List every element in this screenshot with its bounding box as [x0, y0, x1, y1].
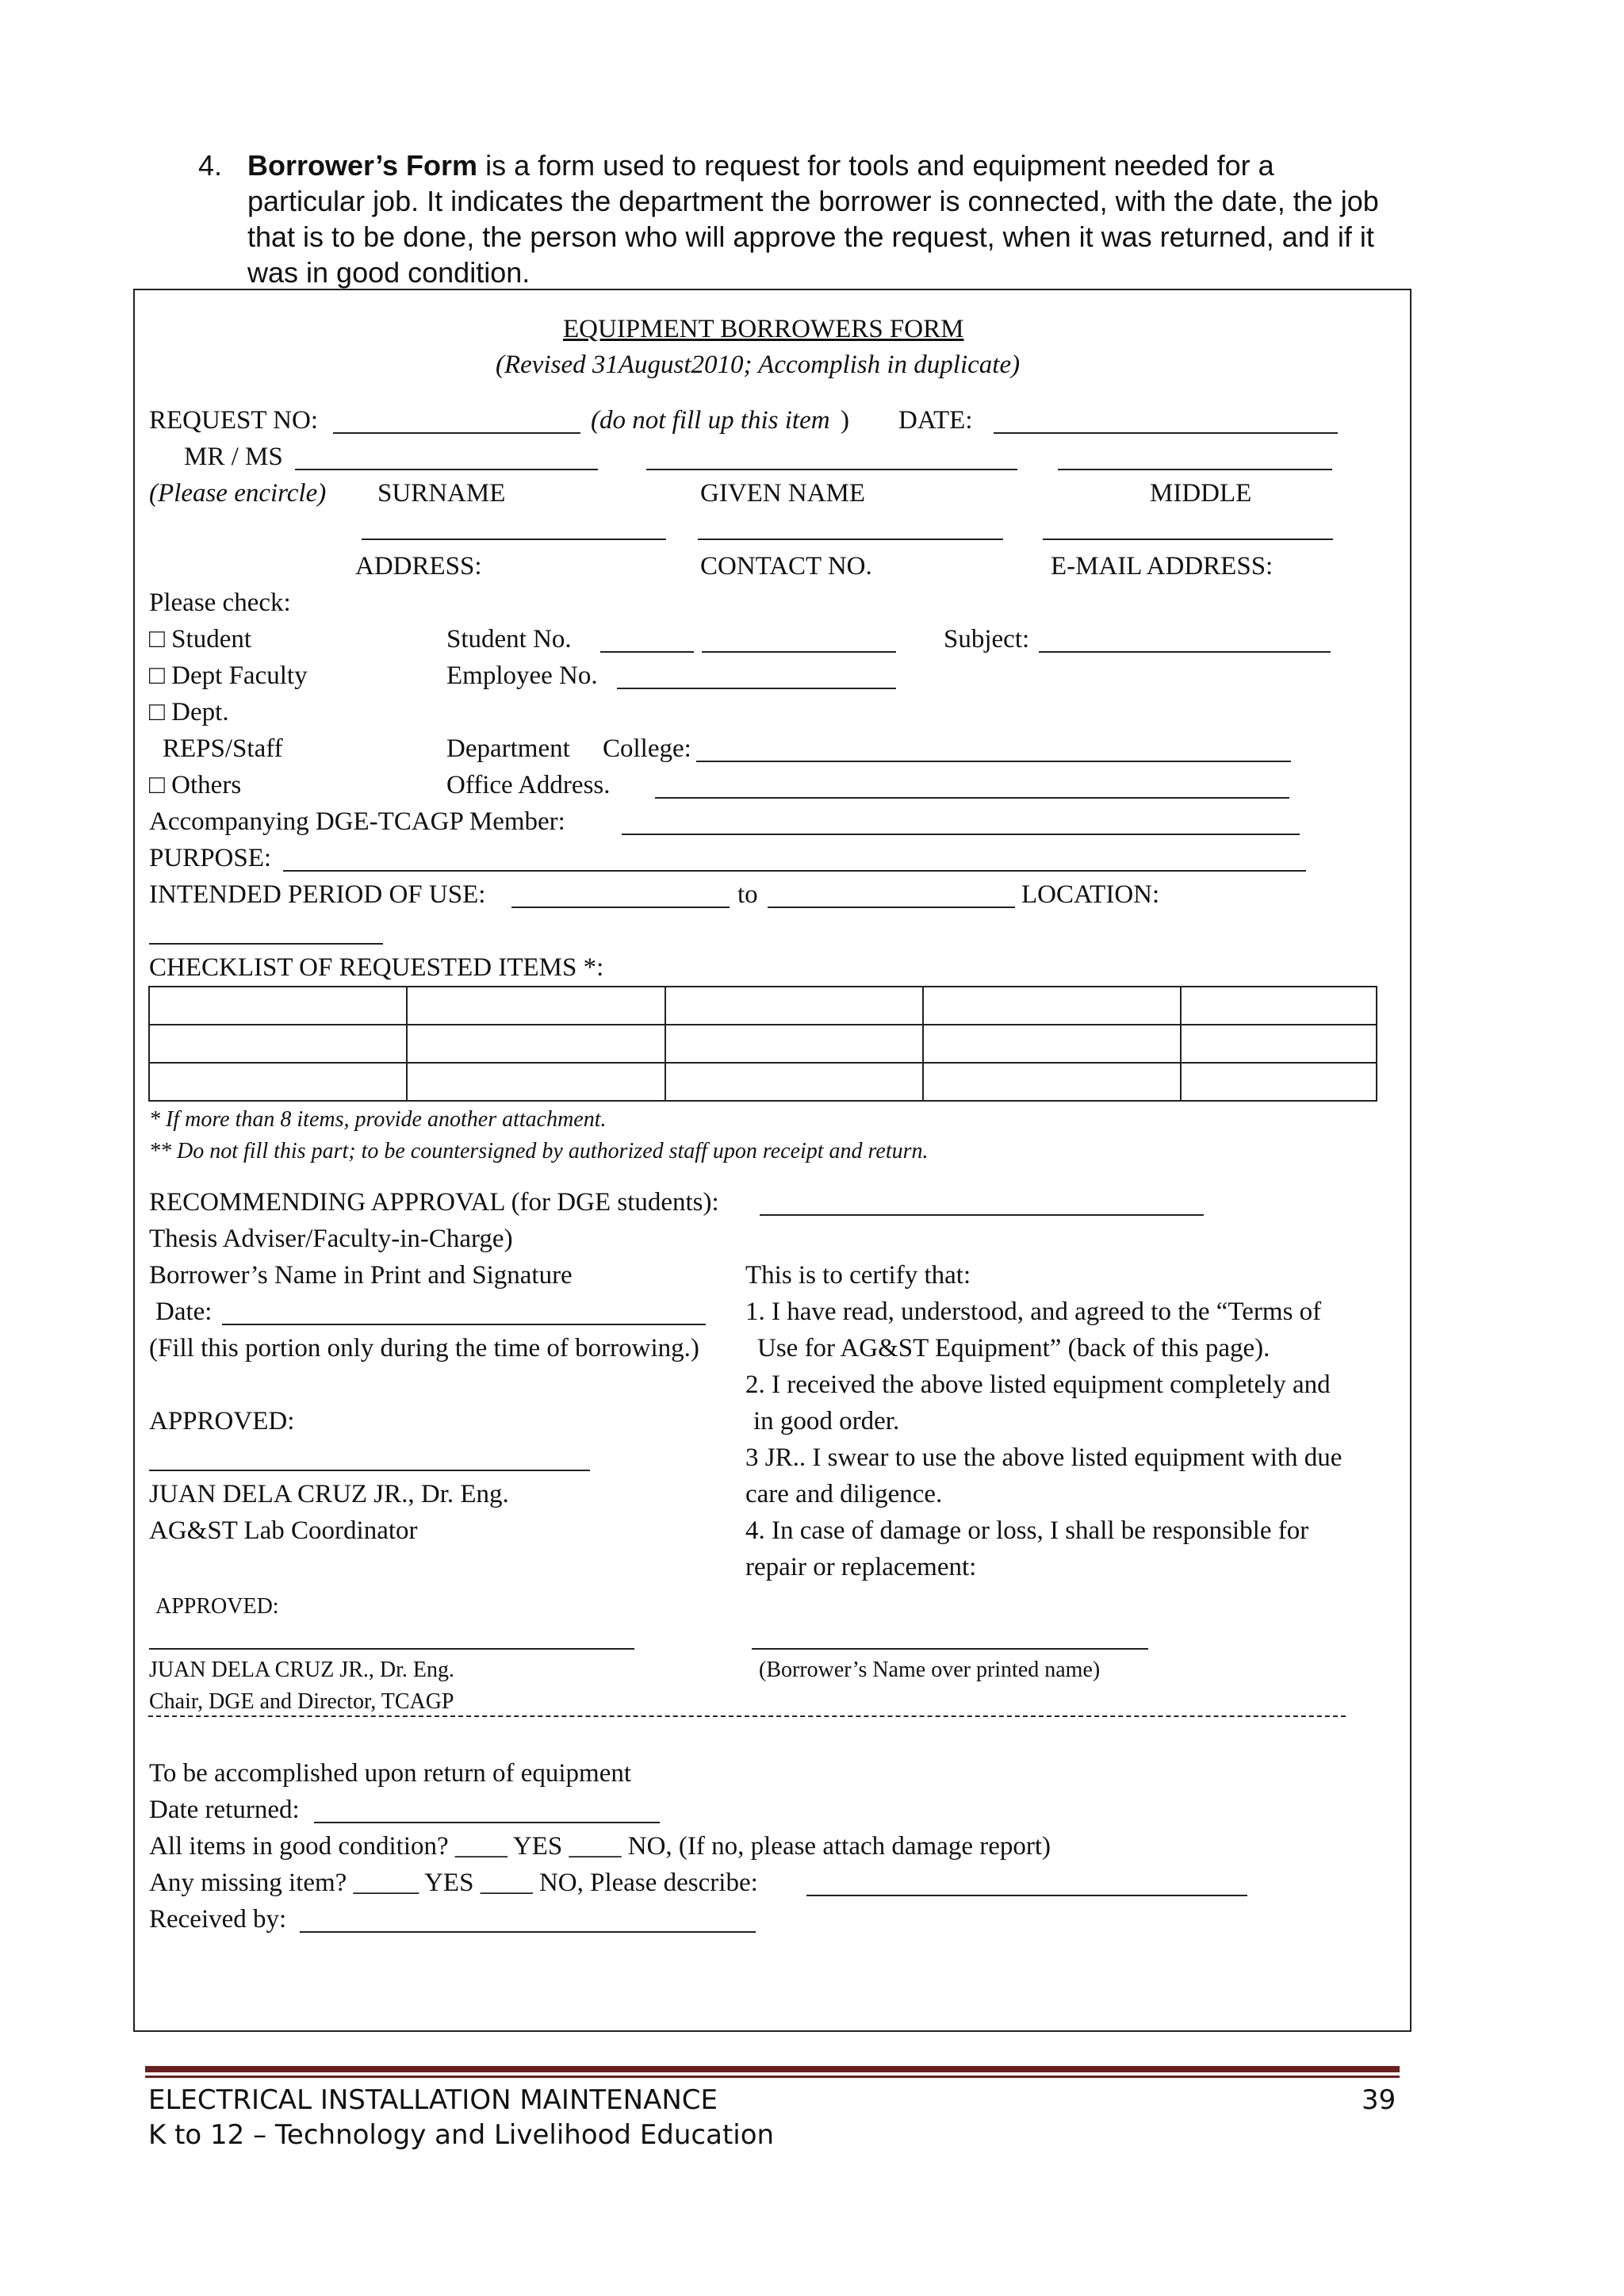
cert-1a: 1. I have read, understood, and agreed to the “Terms of — [745, 1297, 1322, 1326]
approver-1-signature-field[interactable] — [149, 1470, 590, 1471]
cut-line-divider — [148, 1715, 1346, 1717]
borrow-date-label: Date: — [155, 1297, 213, 1326]
department-label: Department — [446, 734, 570, 763]
given-name-label: GIVEN NAME — [700, 479, 866, 508]
note-countersign: ** Do not fill this part; to be countersigned by authorized staff upon receipt and return. — [149, 1139, 929, 1163]
mr-ms-label: MR / MS — [184, 443, 283, 471]
form-title: EQUIPMENT BORROWERS FORM — [563, 315, 964, 343]
table-cell[interactable] — [1181, 1025, 1377, 1063]
checklist-label: CHECKLIST OF REQUESTED ITEMS *: — [149, 953, 604, 982]
middle-label: MIDDLE — [1150, 479, 1252, 508]
email-address-label: E-MAIL ADDRESS: — [1051, 552, 1274, 581]
page-number: 39 — [1362, 2084, 1396, 2116]
table-cell[interactable] — [923, 1063, 1181, 1101]
approved-label-2: APPROVED: — [155, 1594, 279, 1619]
footer-rule-thick — [145, 2066, 1400, 2072]
table-cell[interactable] — [149, 1025, 407, 1063]
cert-2a: 2. I received the above listed equipment completely and — [745, 1370, 1331, 1399]
request-note-close: ) — [841, 406, 849, 435]
cert-3a: 3 JR.. I swear to use the above listed equipment with due — [745, 1443, 1342, 1472]
student-no-field-1[interactable] — [600, 651, 694, 653]
table-cell[interactable] — [923, 987, 1181, 1025]
intro-body: is a form used to request for tools and equipment needed for a particular job. It indicates the department the borrower is connected, with the date, the job that is to be done, the person who will approve the request, when it was returned, and if it was in good condition. — [247, 149, 1379, 289]
received-by-field[interactable] — [300, 1931, 756, 1933]
accompanying-label: Accompanying DGE-TCAGP Member: — [149, 807, 565, 836]
to-label: to — [737, 880, 758, 909]
table-cell[interactable] — [407, 1063, 665, 1101]
location-label: LOCATION: — [1021, 880, 1160, 909]
missing-item-description-field[interactable] — [806, 1895, 1247, 1896]
approver-1-name: JUAN DELA CRUZ JR., Dr. Eng. — [149, 1480, 509, 1508]
borrower-printed-name-label: (Borrower’s Name over printed name) — [759, 1658, 1101, 1682]
list-number: 4. — [198, 149, 223, 182]
certify-heading: This is to certify that: — [745, 1261, 971, 1290]
reps-staff-label: REPS/Staff — [163, 734, 283, 763]
cert-2b: in good order. — [753, 1407, 900, 1435]
request-no-label: REQUEST NO: — [149, 406, 318, 435]
table-cell[interactable] — [1181, 987, 1377, 1025]
note-items: * If more than 8 items, provide another attachment. — [149, 1107, 607, 1132]
footer-rule-thin — [145, 2076, 1400, 2078]
checkbox-dept[interactable]: □ Dept. — [149, 698, 229, 726]
student-no-field-2[interactable] — [702, 651, 896, 653]
date-field[interactable] — [994, 432, 1338, 434]
thesis-adviser-label: Thesis Adviser/Faculty-in-Charge) — [149, 1225, 513, 1253]
subject-label: Subject: — [944, 625, 1030, 654]
table-cell[interactable] — [665, 1025, 923, 1063]
subject-field[interactable] — [1039, 651, 1331, 653]
contact-no-field[interactable] — [698, 539, 1003, 540]
period-to-field[interactable] — [768, 907, 1015, 908]
college-field[interactable] — [696, 761, 1291, 762]
table-cell[interactable] — [407, 987, 665, 1025]
borrower-name-signature-label: Borrower’s Name in Print and Signature — [149, 1261, 573, 1290]
borrow-date-field[interactable] — [222, 1324, 706, 1325]
table-cell[interactable] — [665, 1063, 923, 1101]
form-subtitle: (Revised 31August2010; Accomplish in duplicate) — [496, 351, 1021, 379]
table-cell[interactable] — [1181, 1063, 1377, 1101]
date-returned-field[interactable] — [314, 1822, 660, 1823]
missing-item-label: Any missing item? _____ YES ____ NO, Please describe: — [149, 1869, 758, 1897]
cert-3b: care and diligence. — [745, 1480, 943, 1508]
cert-1b: Use for AG&ST Equipment” (back of this page). — [757, 1334, 1270, 1363]
period-from-field[interactable] — [511, 907, 730, 908]
approver-2-signature-field[interactable] — [149, 1648, 634, 1650]
good-condition-line: All items in good condition? ____ YES ____ NO, (If no, please attach damage report) — [149, 1832, 1051, 1861]
cert-4a: 4. In case of damage or loss, I shall be responsible for — [745, 1516, 1309, 1545]
office-address-label: Office Address. — [446, 771, 611, 799]
date-label: DATE: — [898, 406, 973, 435]
table-row — [149, 1063, 1377, 1101]
surname-field[interactable] — [295, 469, 598, 470]
received-by-label: Received by: — [149, 1905, 287, 1934]
checkbox-dept-faculty[interactable]: □ Dept Faculty — [149, 661, 308, 690]
location-field[interactable] — [149, 943, 383, 945]
recommending-field[interactable] — [760, 1214, 1204, 1216]
footer-subtitle: K to 12 – Technology and Livelihood Education — [148, 2119, 775, 2151]
table-row — [149, 987, 1377, 1025]
please-encircle-label: (Please encircle) — [149, 479, 327, 508]
checkbox-others[interactable]: □ Others — [149, 771, 242, 799]
return-header: To be accomplished upon return of equipment — [149, 1759, 632, 1788]
college-label: College: — [603, 734, 691, 763]
checklist-table — [148, 986, 1377, 1102]
footer-title: ELECTRICAL INSTALLATION MAINTENANCE — [148, 2084, 718, 2116]
table-cell[interactable] — [923, 1025, 1181, 1063]
table-cell[interactable] — [149, 1063, 407, 1101]
cert-4b: repair or replacement: — [745, 1553, 977, 1581]
table-row — [149, 1025, 1377, 1063]
accompanying-field[interactable] — [622, 834, 1300, 835]
chair-title: Chair, DGE and Director, TCAGP — [149, 1689, 454, 1714]
surname-label: SURNAME — [377, 479, 506, 508]
employee-no-field[interactable] — [617, 688, 896, 689]
borrower-signature-field[interactable] — [752, 1648, 1148, 1650]
request-note: (do not fill up this item — [591, 406, 830, 435]
table-cell[interactable] — [407, 1025, 665, 1063]
address-label: ADDRESS: — [355, 552, 482, 581]
employee-no-label: Employee No. — [446, 661, 598, 690]
intro-text — [247, 148, 1389, 290]
student-no-label: Student No. — [446, 625, 572, 654]
address-field[interactable] — [362, 539, 666, 540]
date-returned-label: Date returned: — [149, 1796, 300, 1824]
approved-label-1: APPROVED: — [149, 1407, 295, 1435]
contact-no-label: CONTACT NO. — [700, 552, 872, 581]
middle-name-field[interactable] — [1058, 469, 1332, 470]
lab-coordinator-title: AG&ST Lab Coordinator — [149, 1516, 418, 1545]
please-check-label: Please check: — [149, 588, 291, 617]
intended-period-label: INTENDED PERIOD OF USE: — [149, 880, 486, 909]
email-field[interactable] — [1043, 539, 1333, 540]
checkbox-student[interactable]: □ Student — [149, 625, 252, 654]
purpose-field[interactable] — [283, 870, 1306, 872]
fill-portion-note: (Fill this portion only during the time of borrowing.) — [149, 1334, 699, 1363]
request-no-field[interactable] — [333, 432, 580, 434]
table-cell[interactable] — [149, 987, 407, 1025]
recommending-label: RECOMMENDING APPROVAL (for DGE students): — [149, 1188, 719, 1217]
intro-term: Borrower’s Form — [247, 149, 478, 182]
purpose-label: PURPOSE: — [149, 844, 272, 872]
approver-2-name: JUAN DELA CRUZ JR., Dr. Eng. — [149, 1658, 455, 1682]
table-cell[interactable] — [665, 987, 923, 1025]
given-name-field[interactable] — [646, 469, 1017, 470]
office-address-field[interactable] — [655, 797, 1289, 799]
